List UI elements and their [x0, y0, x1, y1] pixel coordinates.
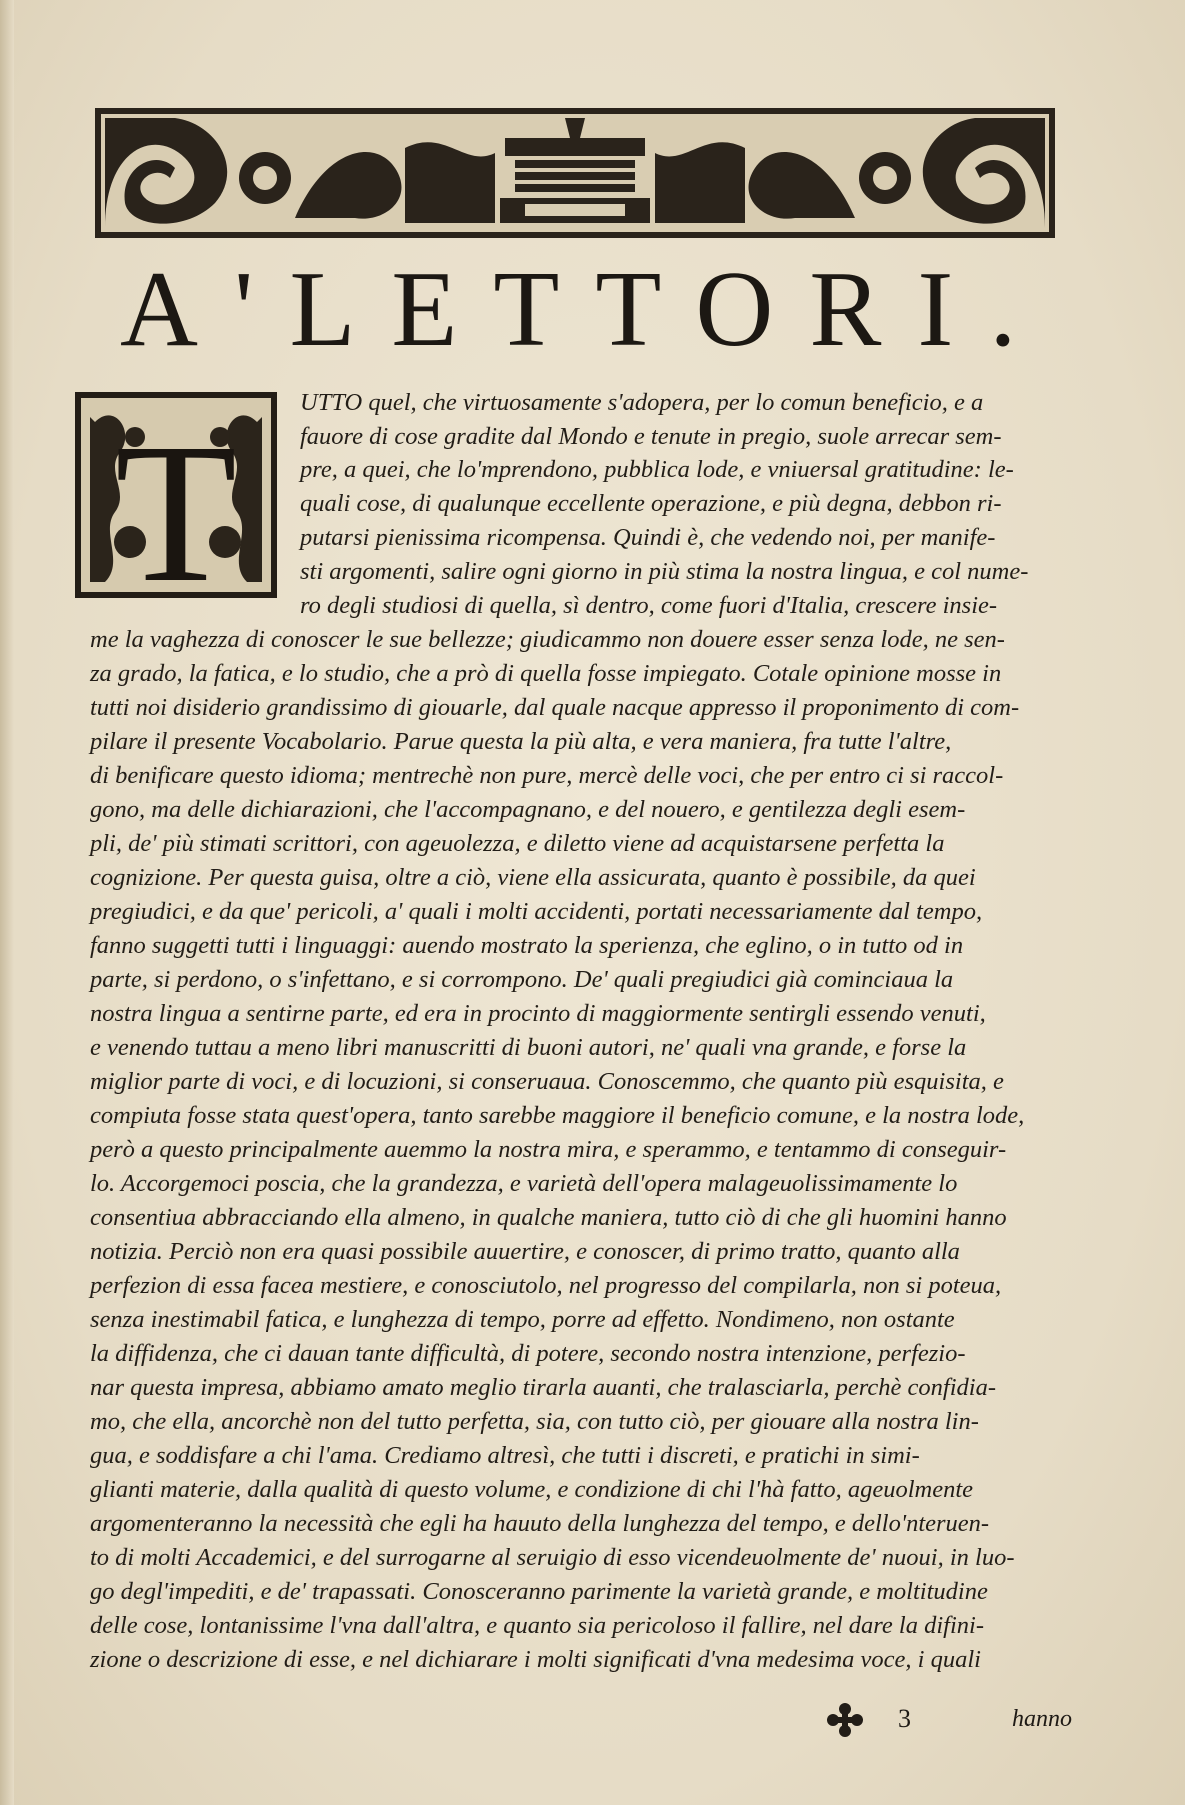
text-line: consentiua abbracciando ella almeno, in qualche maniera, tutto ciò di che gli huomini hanno	[90, 1204, 1007, 1231]
text-line: però a questo principalmente auemmo la nostra mira, e sperammo, e tentammo di conseguir-	[90, 1136, 1007, 1163]
text-line: glianti materie, dalla qualità di questo volume, e condizione di chi l'hà fatto, ageuolmente	[90, 1476, 974, 1503]
text-line: gono, ma delle dichiarazioni, che l'accompagnano, e del nouero, e gentilezza degli esem-	[90, 796, 966, 823]
text-line: go degl'impediti, e de' trapassati. Conosceranno parimente la varietà grande, e moltitudine	[90, 1578, 988, 1605]
text-line: me la vaghezza di conoscer le sue bellezze; giudicammo non douere esser senza lode, ne sen-	[90, 626, 1005, 653]
text-line: putarsi pienissima ricompensa. Quindi è, che vedendo noi, per manife-	[300, 524, 996, 551]
catchword: hanno	[1012, 1706, 1072, 1732]
text-line: ro degli studiosi di quella, sì dentro, come fuori d'Italia, crescere insie-	[300, 592, 998, 619]
text-line: parte, si perdono, o s'infettano, e si corrompono. De' quali pregiudici già cominciaua la	[90, 966, 954, 993]
initial-letter: T	[114, 403, 238, 598]
text-line: di benificare questo idioma; mentrechè non pure, mercè delle voci, che per entro ci si raccol-	[90, 762, 1004, 789]
text-line: compiuta fosse stata quest'opera, tanto sarebbe maggiore il beneficio comune, e la nostra lode,	[90, 1102, 1025, 1129]
text-line: pilare il presente Vocabolario. Parue questa la più alta, e vera maniera, fra tutte l'altre,	[90, 728, 952, 755]
text-line: nostra lingua a sentirne parte, ed era in procinto di maggiormente sentirgli essendo venuti,	[90, 1000, 986, 1027]
text-line: cognizione. Per questa guisa, oltre a ciò, viene ella assicurata, quanto è possibile, da quei	[90, 864, 976, 891]
text-line: quali cose, di qualunque eccellente operazione, e più degna, debbon ri-	[300, 490, 1002, 517]
text-line: to di molti Accademici, e del surrogarne al seruigio di esso vicendeuolmente de' nuoui, in luo-	[90, 1544, 1015, 1571]
text-line: perfezion di essa facea mestiere, e conosciutolo, nel progresso del compilarla, non si poteua,	[90, 1272, 1002, 1299]
page-number: 3	[898, 1704, 911, 1733]
text-line: tutti noi disiderio grandissimo di giouarle, dal quale nacque appresso il proponimento di com-	[90, 694, 1020, 721]
fleuron-icon	[826, 1702, 864, 1738]
page-title: A'LETTORI.	[120, 250, 1053, 369]
binding-shadow	[0, 0, 14, 1805]
text-line: pregiudici, e da que' pericoli, a' quali i molti accidenti, portati necessariamente dal tempo,	[90, 898, 983, 925]
text-line: lo. Accorgemoci poscia, che la grandezza, e varietà dell'opera malageuolissimamente lo	[90, 1170, 958, 1197]
text-line: gua, e soddisfare a chi l'ama. Crediamo altresì, che tutti i discreti, e pratichi in simi-	[90, 1442, 920, 1469]
text-line: fanno suggetti tutti i linguaggi: auendo mostrato la sperienza, che eglino, o in tutto od in	[90, 932, 964, 959]
text-line: zione o descrizione di esse, e nel dichiarare i molti significati d'vna medesima voce, i quali	[90, 1646, 981, 1673]
text-line: la diffidenza, che ci dauan tante difficultà, di potere, secondo nostra intenzione, perfezio-	[90, 1340, 966, 1367]
text-line: notizia. Perciò non era quasi possibile auuertire, e conoscer, di primo tratto, quanto alla	[90, 1238, 960, 1265]
text-line: sti argomenti, salire ogni giorno in più stima la nostra lingua, e col nume-	[300, 558, 1029, 585]
text-line: e venendo tuttau a meno libri manuscritti di buoni autori, ne' quali vna grande, e forse la	[90, 1034, 967, 1061]
decorated-initial-t	[75, 392, 277, 598]
text-line: miglior parte di voci, e di locuzioni, si conseruaua. Conoscemmo, che quanto più esquisita, e	[90, 1068, 1004, 1095]
text-line: fauore di cose gradite dal Mondo e tenute in pregio, suole arrecar sem-	[300, 423, 1002, 450]
text-line: senza inestimabil fatica, e lunghezza di tempo, porre ad effetto. Nondimeno, non ostante	[90, 1306, 955, 1333]
text-line: mo, che ella, ancorchè non del tutto perfetta, sia, con tutto ciò, per giouare alla nostra lin-	[90, 1408, 979, 1435]
text-line: pre, a quei, che lo'mprendono, pubblica lode, e vniuersal gratitudine: le-	[300, 456, 1014, 483]
text-line: argomenteranno la necessità che egli ha hauuto della lunghezza del tempo, e dello'nteruen-	[90, 1510, 990, 1537]
text-line: UTTO quel, che virtuosamente s'adopera, per lo comun beneficio, e a	[300, 389, 984, 416]
text-line: nar questa impresa, abbiamo amato meglio tirarla auanti, che tralasciarla, perchè confidia-	[90, 1374, 996, 1401]
text-line: delle cose, lontanissime l'vna dall'altra, e quanto sia pericoloso il fallire, nel dare la difini-	[90, 1612, 984, 1639]
text-line: za grado, la fatica, e lo studio, che a prò di quella fosse impiegato. Cotale opinione mosse in	[90, 660, 1002, 687]
text-line: pli, de' più stimati scrittori, con ageuolezza, e diletto viene ad acquistarsene perfetta la	[90, 830, 945, 857]
ornamental-headpiece	[95, 108, 1055, 238]
